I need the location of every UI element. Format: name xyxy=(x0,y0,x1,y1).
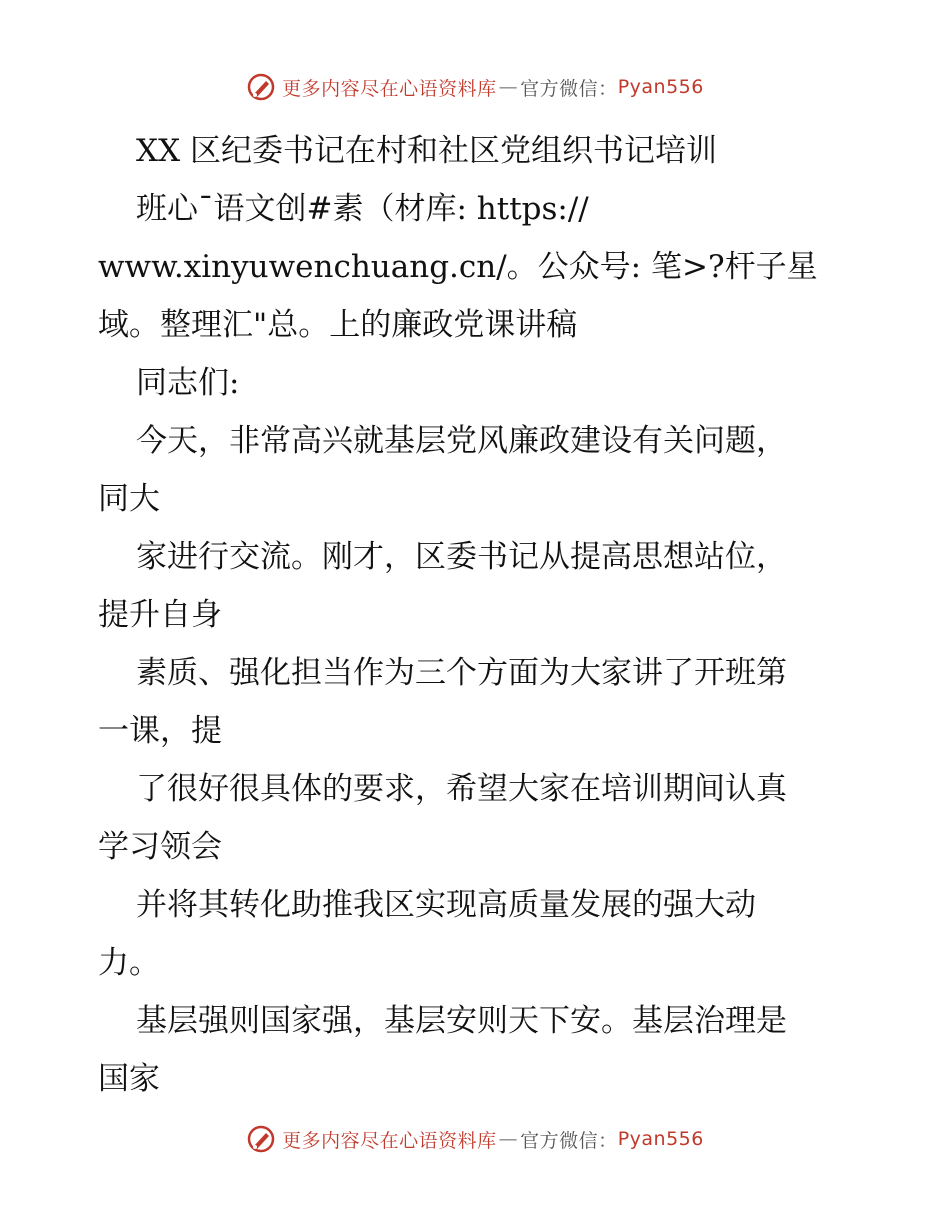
text-line: 并将其转化助推我区实现高质量发展的强大动 xyxy=(136,887,756,923)
watermark-separator: — xyxy=(498,76,519,98)
text-line: 了很好很具体的要求，希望大家在培训期间认真 xyxy=(136,771,787,807)
text-line: 基层强则国家强，基层安则天下安。基层治理是 xyxy=(136,1003,787,1039)
text-line: 素质、强化担当作为三个方面为大家讲了开班第 xyxy=(136,655,787,691)
text-line: 同大 xyxy=(98,481,160,517)
text-line: 学习领会 xyxy=(98,829,222,865)
text-line: 提升自身 xyxy=(98,597,222,633)
watermark-prefix: 更多内容尽在心语资料库 xyxy=(282,77,497,100)
footer-watermark xyxy=(0,1124,950,1154)
header-watermark xyxy=(0,72,950,102)
text-line: 班心¯语文创#素（材库: https:// xyxy=(136,191,589,227)
text-line: 力。 xyxy=(98,945,160,981)
watermark-prefix: 更多内容尽在心语资料库 xyxy=(282,1129,497,1152)
document-body xyxy=(98,122,858,1108)
text-line: 家进行交流。刚才，区委书记从提高思想站位， xyxy=(136,539,787,575)
watermark-wechat-id: Pyan556 xyxy=(617,76,704,98)
pen-logo-icon xyxy=(246,1124,276,1154)
text-line: 国家 xyxy=(98,1061,160,1097)
text-line: XX 区纪委书记在村和社区党组织书记培训 xyxy=(136,133,717,169)
pen-logo-icon xyxy=(246,72,276,102)
text-line: 今天，非常高兴就基层党风廉政建设有关问题， xyxy=(136,423,787,459)
watermark-wechat-label: 官方微信： xyxy=(520,77,618,100)
watermark-separator: — xyxy=(498,1128,519,1150)
watermark-wechat-id: Pyan556 xyxy=(617,1128,704,1150)
text-line: www.xinyuwenchuang.cn/。公众号: 笔>?杆子星 xyxy=(98,249,818,285)
text-line: 一课，提 xyxy=(98,713,222,749)
watermark-wechat-label: 官方微信： xyxy=(520,1129,618,1152)
text-line: 同志们: xyxy=(136,365,240,401)
text-line: 域。整理汇"总。上的廉政党课讲稿 xyxy=(98,307,578,343)
